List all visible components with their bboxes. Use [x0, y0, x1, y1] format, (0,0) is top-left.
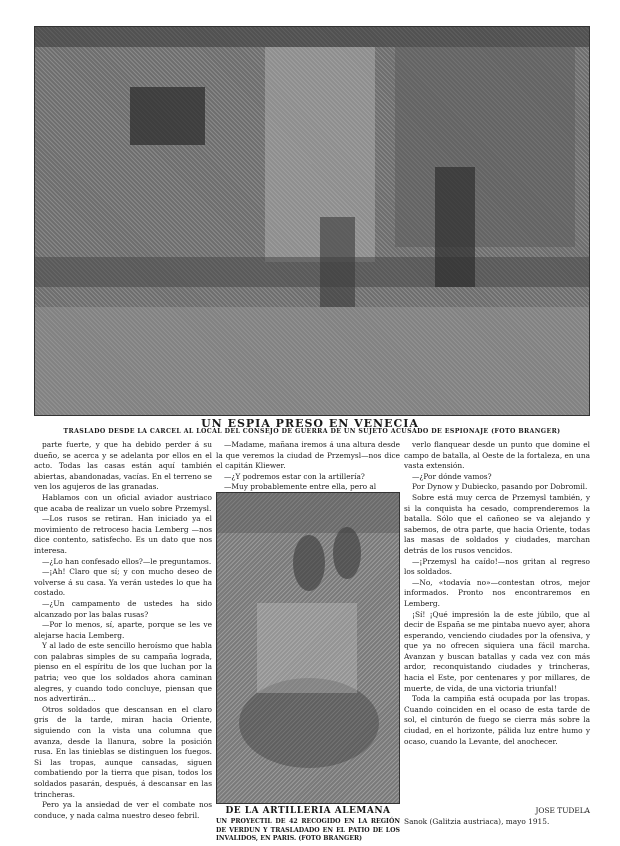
- article-column-1: [34, 440, 212, 821]
- paragraph: Y al lado de este sencillo heroísmo que habla con palabras simples de su campaña lograda, pienso en el espíritu de los que luchan por la patria; veo que los soldados ahora caminan alegres, y cuando todo concluye, piensan que nos advertirán...: [34, 641, 212, 704]
- paragraph: —No, «todavía no»—contestan otros, mejor informados. Pronto nos encontraremos en Lemberg.: [404, 577, 590, 608]
- paragraph: Hablamos con un oficial aviador austriaco que acaba de realizar un vuelo sobre Przemysl.: [34, 492, 212, 513]
- paragraph: —Por lo menos, sí, aparte, porque se les ve alejarse hacia Lemberg.: [34, 620, 212, 640]
- main-photo-caption: TRASLADO DESDE LA CARCEL AL LOCAL DEL CONSEJO DE GUERRA DE UN SUJETO ACUSADO DE ESPIONAJE (FOTO BRANGER): [63, 428, 561, 435]
- paragraph: —¡Przemysl ha caído!—nos gritan al regreso los soldados.: [404, 556, 590, 577]
- author-name: JOSE TUDELA: [535, 806, 590, 815]
- paragraph: verlo flanquear desde un punto que domine el campo de batalla, al Oeste de la fortaleza, en una vasta extensión.: [404, 440, 590, 471]
- article-column-3: [404, 440, 590, 747]
- main-photo-scene: [35, 27, 590, 416]
- artillery-photo-scene: [217, 493, 400, 804]
- paragraph: Otros soldados que descansan en el claro gris de la tarde, miran hacia Oriente, siguiendo con la vista una columna que avanza, desde la llanura, sobre la posición rusa. En las tinieblas se distinguen los fuegos. Si las tropas, aunque cansadas, siguen combatiendo por la tierra que pisan, todos los soldados pasarán, después, á descansar en las trincheras.: [34, 704, 212, 799]
- paragraph: —¿Por dónde vamos?: [412, 471, 492, 481]
- main-headline: UN ESPIA PRESO EN VENECIA: [201, 417, 419, 430]
- paragraph: Toda la campiña está ocupada por las tropas. Cuando coinciden en el ocaso de esta tarde de sol, el cinturón de fuego se cierra más sobre la ciudad, en el horizonte, pálida luz entre humo y ocaso, cuando la Levante, del anochecer.: [404, 694, 590, 746]
- paragraph: Pero ya la ansiedad de ver el combate nos conduce, y nada calma nuestro deseo febril.: [34, 800, 212, 820]
- paragraph: parte fuerte, y que ha debido perder á su dueño, se acerca y se adelanta por ellos en el acto. Todas las casas están aquí también abiertas, abandonadas, vacías. En el terreno se ven los agujeros de las granadas.: [34, 440, 212, 492]
- artillery-photo: [216, 492, 400, 804]
- article-signature: [404, 806, 590, 827]
- article-column-2: [216, 440, 400, 493]
- paragraph: —Muy probablemente entre ella, pero al: [224, 482, 377, 492]
- paragraph: —¿Y podremos estar con la artillería?: [224, 471, 365, 481]
- artillery-headline: DE LA ARTILLERIA ALEMANA: [225, 806, 391, 816]
- artillery-photo-caption: UN PROYECTIL DE 42 RECOGIDO EN LA REGIÓN DE VERDUN Y TRASLADADO EN EL PATIO DE LOS INVALIDOS, EN PARIS. (FOTO BRANGER): [216, 818, 400, 843]
- paragraph: ¡Sí! ¡Qué impresión la de este júbilo, que al decir de España se me pintaba nuevo ayer, ahora esperando, venciendo ciudades por la ofensiva, y que ya no ofrecen siquiera una fácil marcha. Avanzan y buscan batallas y cada vez con más ardor, reconquistando ciudades y trincheras, hacia el Este, por centenares y por millares, de muerte, de vida, de una victoria triunfal!: [404, 609, 590, 693]
- paragraph: Sobre está muy cerca de Przemysl también, y si la conquista ha cesado, comprenderemos la batalla. Sólo que el cañoneo se va alejando y sabemos, de otra parte, que hacia Oriente, todas las masas de soldados y ciudades, marchan detrás de los rusos vencidos.: [404, 492, 590, 555]
- paragraph: —¿Lo han confesado ellos?—le preguntamos.: [42, 556, 212, 566]
- paragraph: —¡Ah! Claro que sí; y con mucho deseo de volverse á su casa. Ya verán ustedes lo que ha costado.: [34, 567, 212, 598]
- main-photo: [34, 26, 590, 416]
- dateline: Sanok (Galitzia austriaca), mayo 1915.: [404, 816, 550, 826]
- paragraph: —Los rusos se retiran. Han iniciado ya el movimiento de retroceso hacia Lemberg —nos dice contento, satisfecho. Es un dato que nos interesa.: [34, 514, 212, 555]
- paragraph: —Madame, mañana iremos á una altura desde la que veremos la ciudad de Przemysl—nos dice el capitán Kliewer.: [216, 440, 400, 471]
- paragraph: —¿Un campamento de ustedes ha sido alcanzado por las balas rusas?: [34, 598, 212, 619]
- paragraph: Por Dynow y Dubiecko, pasando por Dobromil.: [412, 482, 588, 492]
